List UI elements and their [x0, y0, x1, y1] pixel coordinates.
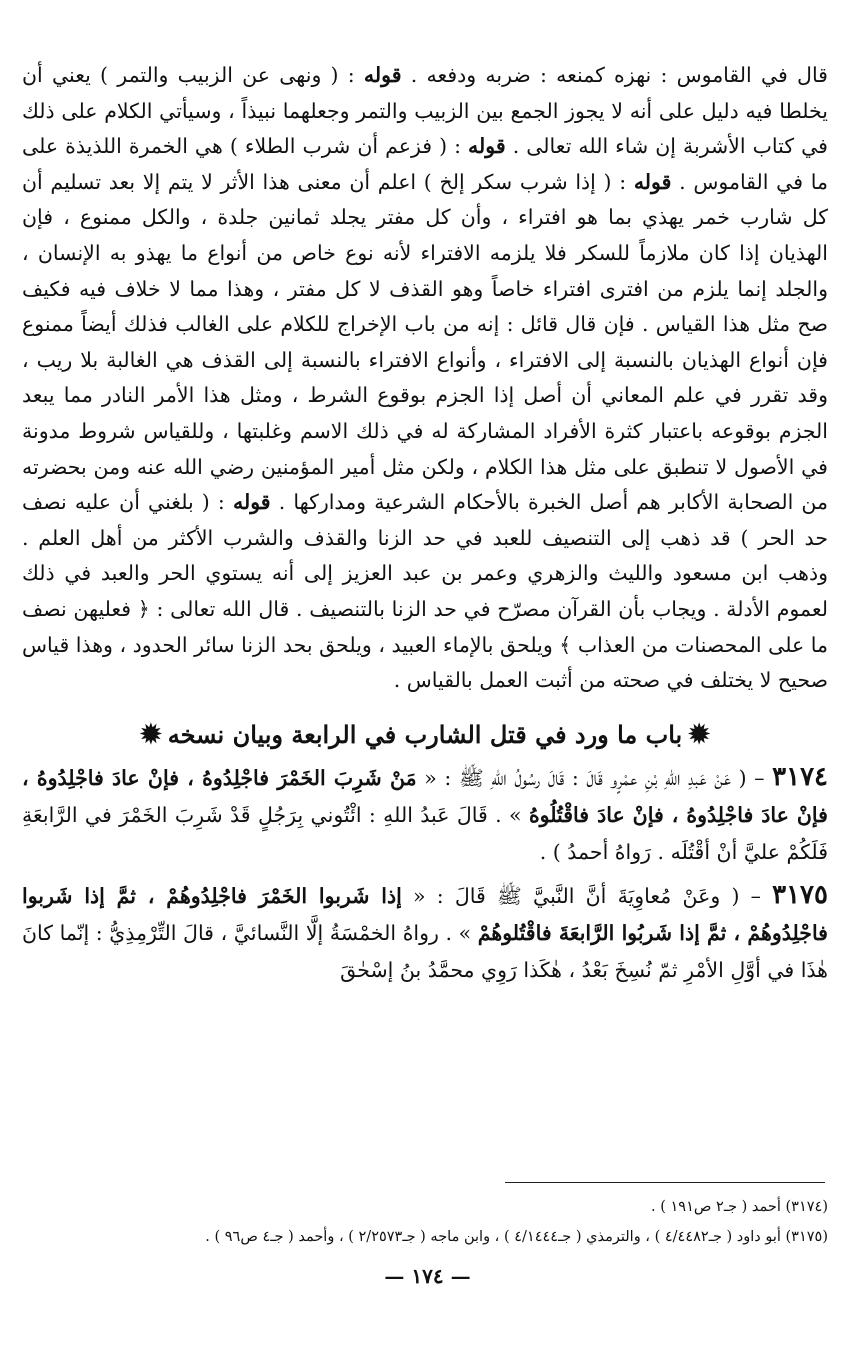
hadith-number: ٣١٧٤: [772, 761, 828, 792]
commentary-text: : ( بلغني أن عليه نصف حد الحر ) قد ذهب إلى التنصيف للعبد في حد الزنا والقذف والشرب الأكثر من أهل العلم . وذهب ابن مسعود والليث والزهري وعمر بن عبد العزيز إلى أنه يستوي الحر والعبد في ذلك لعموم الأدلة . ويجاب بأن القرآن مصرّح في حد الزنا بالتنصيف . قال الله تعالى : ﴿ فعليهن نصف ما على المحصنات من العذاب ﴾ ويلحق بالإماء العبيد ، ويلحق بحد الزنا سائر الحدود ، وهذا قياس صحيح لا يختلف في صحته من أثبت العمل بالقياس .: [22, 490, 828, 693]
qawluhu-label: قوله: [363, 63, 402, 87]
section-heading-text: باب ما ورد في قتل الشارب في الرابعة وبيان نسخه: [167, 719, 683, 749]
qawluhu-label: قوله: [232, 490, 271, 515]
qawluhu-label: قوله: [633, 169, 672, 194]
star-ornament-icon: ✹: [688, 719, 711, 750]
hadith-3174: [22, 759, 828, 871]
footnote-3174: (٣١٧٤) أحمد ( جـ٢ ص١٩١ ) .: [651, 1199, 828, 1215]
star-ornament-icon: ✹: [139, 719, 162, 750]
hadith-text: – ( عَنْ عَبدِ اللهِ بْنِ عمْرٍو قَالَ : قَالَ رسُولُ اللهِ ﷺ : «: [416, 765, 773, 790]
section-heading: [22, 715, 828, 755]
commentary-text: : ( ونهى عن الزبيب والتمر ) يعني أن يخلطا فيه دليل على أنه لا يجوز الجمع بين الزبيب والتمر وجعلهما نبيذاً ، وسيأتي الكلام على ذلك في كتاب الأشربة إن شاء الله تعالى .: [22, 63, 828, 159]
hadith-matn: مَنْ شَرِبَ الخَمْرَ فاجْلِدُوهُ ، فإنْ عادَ فاجْلِدُوهُ ، فإنْ عادَ فاجْلِدُوهُ ، فإنْ عادَ فاقْتُلُوهُ: [22, 765, 828, 827]
hadith-text: » . رواهُ الخمْسَةُ إلَّا النَّسائيَّ ، قالَ التِّرْمِذِيُّ : إنّما كانَ هٰذَا في أوَّلِ الأمْرِ ثمّ نُسِخَ بَعْدُ ، هٰكَذا رَوِي محمَّدُ بنُ إسْحٰقَ: [22, 920, 828, 982]
commentary-text: : ( إذا شرب سكر إلخ ) اعلم أن معنى هذا الأثر لا يتم إلا بعد تسليم أن كل شارب خمر يهذي بما هو افتراء ، وأن كل مفتر يجلد ثمانين جلدة ، والكل ممنوع ، فإن الهذيان إذا كان ملازماً للسكر فلا يلزمه الافتراء لأنه نوع خاص من أنواع ما يهذو به الإنسان ، والجلد إنما يلزم من افترى افتراء خاصاً وهو القذف لا كل مفتر ، وهذا مما لا خلاف فيه فكيف صح مثل هذا القياس . فإن قال قائل : إنه من باب الإخراج للكلام على الغالب فذلك أيضاً ممنوع فإن أنواع الهذيان بالنسبة إلى الافتراء ، وأنواع الافتراء بالنسبة إلى القذف هي الغالبة بلا ريب ، وقد تقرر في علم المعاني أن أصل إذا الجزم بوقوع الشرط ، ومثل هذا الأمر النادر مما يبعد الجزم بوقوعه باعتبار كثرة الأفراد المشاركة له في ذلك الاسم وغلبتها ، وللقياس شروط مدونة في الأصول لا تنطبق على مثل هذا الكلام ، ولكن مثل أمير المؤمنين رضي الله عنه ومن بحضرته من الصحابة الأكابر هم أصل الخبرة بالأحكام الشرعية ومداركها .: [22, 169, 828, 515]
commentary-text: : ( فزعم أن شرب الطلاء ) هي الخمرة اللذيذة على ما في القاموس .: [22, 134, 828, 194]
hadith-3175: [22, 877, 828, 989]
page-number: — ١٧٤ —: [384, 1264, 471, 1288]
page-body: [22, 58, 828, 995]
qawluhu-label: قوله: [468, 134, 506, 159]
footnote-3175: (٣١٧٥) أبو داود ( جـ٤/٤٤٨٢ ) ، والترمذي ( جـ٤/١٤٤٤ ) ، وابن ماجه ( جـ٢/٢٥٧٣ ) ، وأحمد ( جـ٤ ص٩٦ ) .: [205, 1229, 828, 1245]
footnote-separator: [505, 1182, 825, 1183]
hadith-text: – ( وعَنْ مُعاوِيَةَ أنَّ النَّبيَّ ﷺ قَالَ : «: [401, 883, 773, 908]
hadith-matn: إذا شَربوا الخَمْرَ فاجْلِدُوهُمْ ، ثمَّ إذا شَربوا فاجْلِدُوهُمْ ، ثمَّ إذا شَربُوا الرَّابعَةَ فاقْتُلوهُمْ: [22, 883, 828, 945]
commentary-text: قال في القاموس : نهزه كمنعه : ضربه ودفعه .: [401, 63, 828, 87]
commentary-paragraph: [22, 58, 828, 699]
footnotes: [22, 1192, 828, 1252]
hadith-number: ٣١٧٥: [772, 879, 828, 910]
hadith-text: » . قَالَ عَبدُ اللهِ : ائْتُوني بِرَجُلٍ قَدْ شَرِبَ الخَمْرَ في الرَّابعَةِ فَلَكُمْ عليَّ أنْ أقْتُلَه . رَواهُ أحمدُ ) .: [22, 802, 828, 864]
